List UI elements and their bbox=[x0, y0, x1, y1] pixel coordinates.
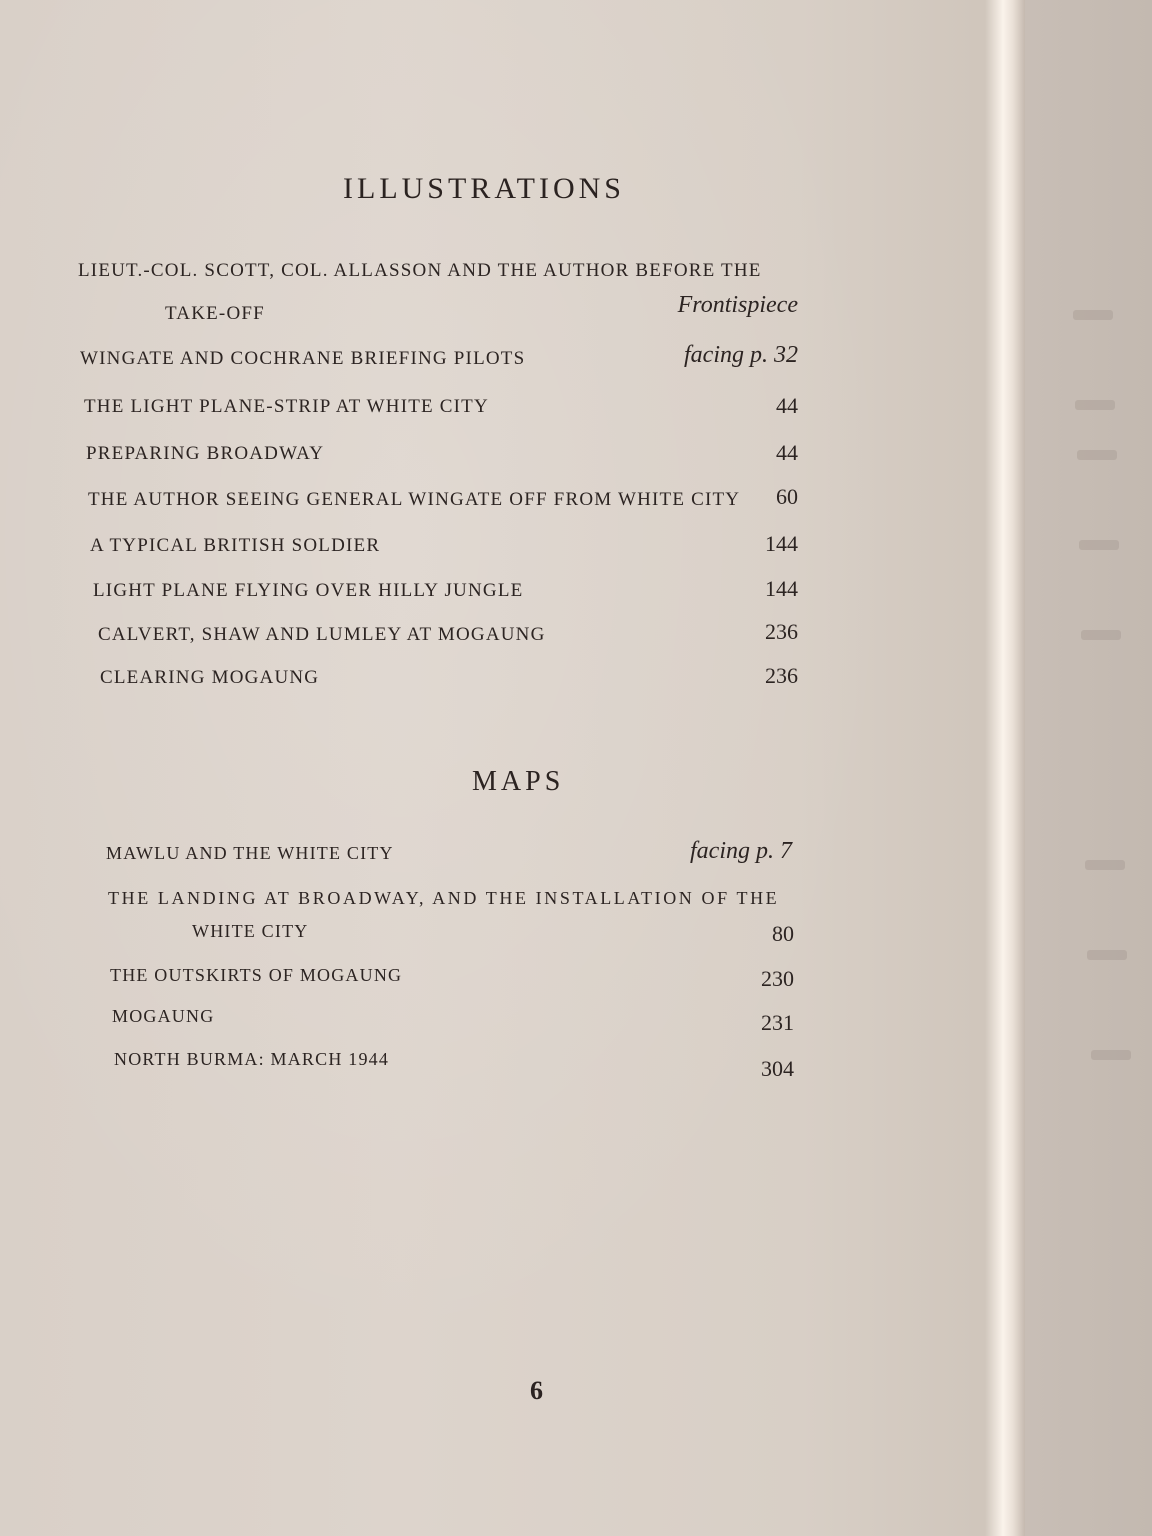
maps-heading: MAPS bbox=[472, 766, 565, 797]
illustrations-heading: ILLUSTRATIONS bbox=[343, 172, 625, 205]
map-entry-5-ref: 304 bbox=[761, 1056, 794, 1081]
illustration-entry-7-ref: 144 bbox=[765, 576, 798, 601]
illustration-entry-4-ref: 44 bbox=[776, 440, 798, 465]
illustration-entry-1-ref: Frontispiece bbox=[677, 292, 798, 318]
illustration-entry-4: PREPARING BROADWAY bbox=[86, 443, 325, 464]
map-entry-1: MAWLU AND THE WHITE CITY bbox=[106, 843, 394, 863]
illustration-entry-7: LIGHT PLANE FLYING OVER HILLY JUNGLE bbox=[93, 580, 524, 601]
illustration-entry-3-ref: 44 bbox=[776, 393, 798, 418]
map-entry-4: MOGAUNG bbox=[112, 1006, 215, 1026]
illustration-entry-5: THE AUTHOR SEEING GENERAL WINGATE OFF FROM WHITE CITY bbox=[88, 489, 741, 510]
map-entry-3-ref: 230 bbox=[761, 966, 794, 991]
illustration-entry-6-ref: 144 bbox=[765, 531, 798, 556]
map-entry-3: THE OUTSKIRTS OF MOGAUNG bbox=[110, 965, 403, 985]
adjacent-page-edge bbox=[1025, 0, 1152, 1536]
map-entry-5: NORTH BURMA: MARCH 1944 bbox=[114, 1049, 390, 1069]
illustration-entry-2-ref: facing p. 32 bbox=[684, 342, 798, 368]
illustration-entry-1-line1: LIEUT.-COL. SCOTT, COL. ALLASSON AND THE AUTHOR BEFORE THE bbox=[78, 260, 762, 281]
illustration-entry-5-ref: 60 bbox=[776, 484, 798, 509]
illustration-entry-3: THE LIGHT PLANE-STRIP AT WHITE CITY bbox=[84, 396, 489, 417]
illustration-entry-1-line2: TAKE-OFF bbox=[165, 303, 265, 324]
map-entry-2-ref: 80 bbox=[772, 921, 794, 946]
illustration-entry-9: CLEARING MOGAUNG bbox=[100, 667, 320, 688]
illustration-entry-8: CALVERT, SHAW AND LUMLEY AT MOGAUNG bbox=[98, 624, 546, 645]
illustration-entry-9-ref: 236 bbox=[765, 663, 798, 688]
map-entry-2-line1: THE LANDING AT BROADWAY, AND THE INSTALLATION OF THE bbox=[108, 888, 780, 908]
map-entry-2-line2: WHITE CITY bbox=[192, 921, 309, 941]
page-gutter bbox=[985, 0, 1025, 1536]
illustration-entry-2: WINGATE AND COCHRANE BRIEFING PILOTS bbox=[80, 348, 526, 369]
map-entry-1-ref: facing p. 7 bbox=[690, 838, 792, 864]
illustration-entry-8-ref: 236 bbox=[765, 619, 798, 644]
map-entry-4-ref: 231 bbox=[761, 1010, 794, 1035]
illustration-entry-6: A TYPICAL BRITISH SOLDIER bbox=[90, 535, 381, 556]
page-number: 6 bbox=[530, 1376, 543, 1405]
